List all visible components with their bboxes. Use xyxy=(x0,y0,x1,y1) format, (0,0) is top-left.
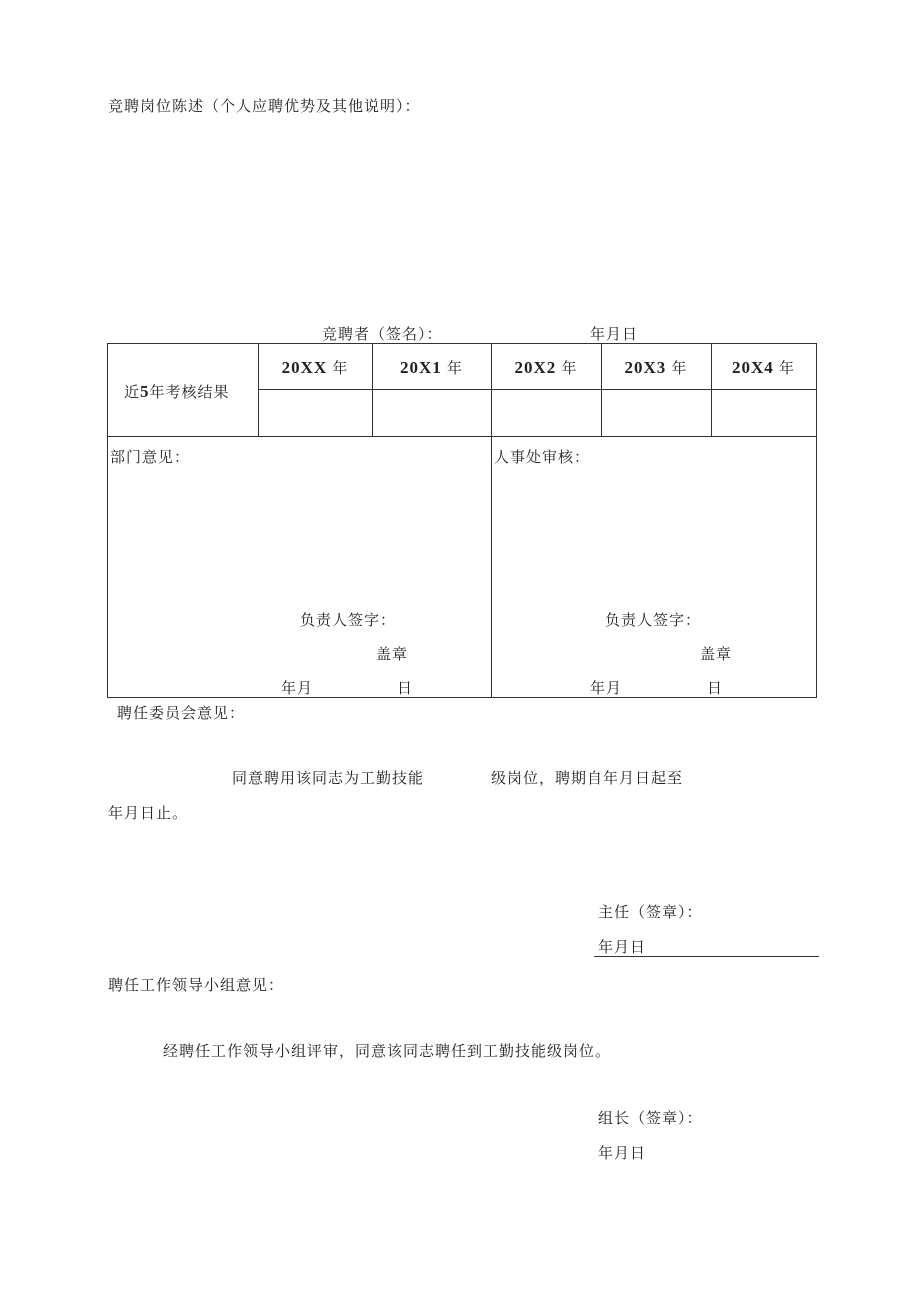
leadership-leader-label: 组长（签章）： xyxy=(598,1109,703,1127)
leadership-title: 聘任工作领导小组意见： xyxy=(108,976,285,994)
year-header: 20X1 年 xyxy=(399,358,464,377)
leadership-date: 年月日 xyxy=(598,1144,647,1162)
signer-label: 竞聘者（签名）： xyxy=(322,325,443,343)
leadership-body: 经聘任工作领导小组评审，同意该同志聘任到工勤技能级岗位。 xyxy=(163,1042,612,1060)
year-header: 20X2 年 xyxy=(514,358,578,377)
statement-label: 竞聘岗位陈述（个人应聘优势及其他说明）： xyxy=(108,97,421,115)
dept-year-month: 年月 xyxy=(281,679,314,697)
year-header: 20XX 年 xyxy=(281,358,349,377)
year-header: 20X4 年 xyxy=(731,358,796,377)
hr-seal-label: 盖章 xyxy=(700,645,733,663)
hr-review-title: 人事处审核： xyxy=(494,448,591,466)
committee-body-a: 同意聘用该同志为工勤技能 xyxy=(232,769,425,787)
dept-seal-label: 盖章 xyxy=(376,645,409,663)
hr-day: 日 xyxy=(707,679,724,697)
year-header: 20X3 年 xyxy=(624,358,688,377)
committee-body-c: 年月日止。 xyxy=(108,804,189,822)
committee-body-b: 级岗位，聘期自年月日起至 xyxy=(491,769,684,787)
hr-year-month: 年月 xyxy=(590,679,623,697)
committee-title: 聘任委员会意见： xyxy=(117,704,246,722)
hr-sign-label: 负责人签字： xyxy=(605,611,702,629)
dept-sign-label: 负责人签字： xyxy=(300,611,397,629)
committee-date: 年月日 xyxy=(598,938,647,956)
assessment-row-label: 近5年考核结果 xyxy=(124,382,230,401)
signer-date: 年月日 xyxy=(590,325,639,343)
dept-opinion-title: 部门意见： xyxy=(110,448,191,466)
dept-day: 日 xyxy=(397,679,414,697)
committee-director-label: 主任（签章）： xyxy=(598,903,703,921)
committee-date-underline xyxy=(594,956,819,957)
